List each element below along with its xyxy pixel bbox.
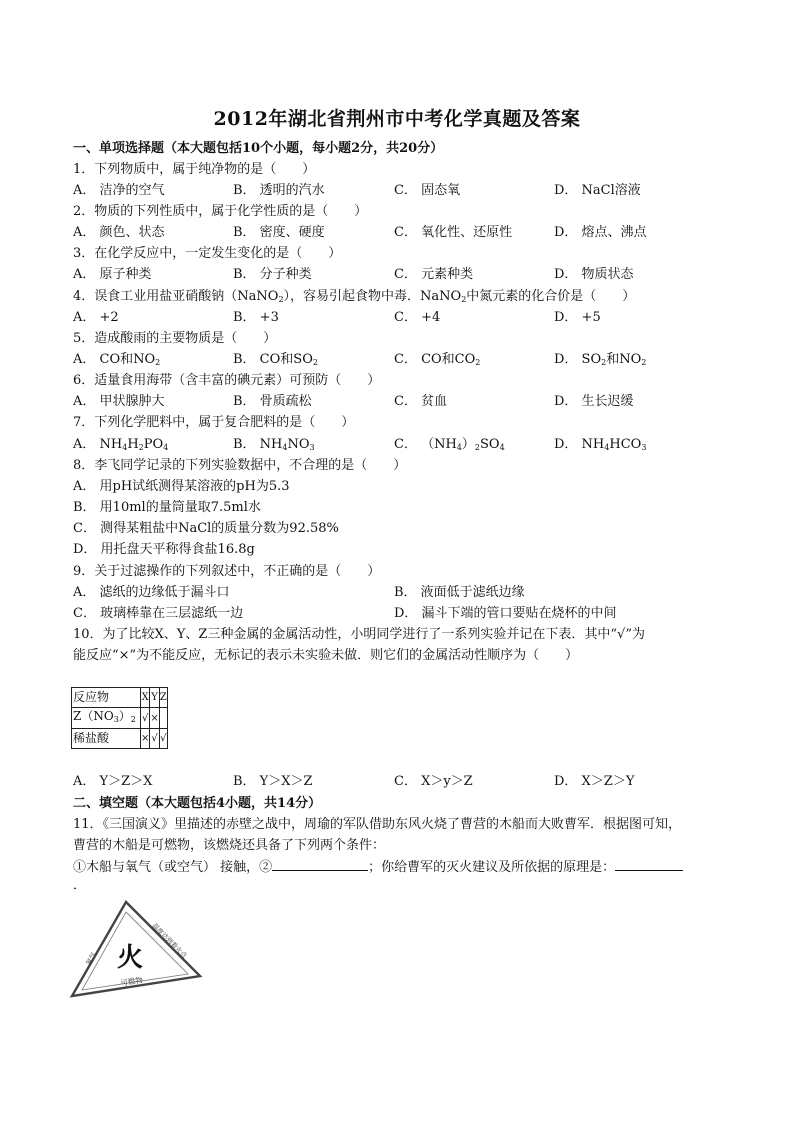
q4-option-d: D． +5 (554, 310, 601, 325)
q9-option-d: D． 漏斗下端的管口要贴在烧杯的中间 (394, 606, 617, 621)
q6-option-d: D． 生长迟缓 (554, 394, 634, 409)
q7-option-c: C． $(NH_4)_2SO_4$ (394, 437, 505, 452)
question-11-line-1: 11．《三国演义》里描述的赤壁之战中，周瑜的军队借助东风火烧了曹营的木船而大败曹军．根据图可知， (73, 817, 682, 832)
table-cell: √ (150, 729, 159, 749)
q5-option-b: B． CO和$SO_2$ (233, 352, 318, 367)
question-5: 5．造成酸雨的主要物质是（ ） (73, 331, 277, 346)
q5-option-c: C． CO和$CO_2$ (394, 352, 481, 367)
q7-option-d: D． $NH_4HCO_3$ (554, 437, 647, 452)
q6-option-a: A． 甲状腺肿大 (73, 394, 165, 409)
table-row-label: 稀盐酸 (72, 729, 141, 749)
question-11-line-4: ． (73, 878, 87, 893)
reaction-table (71, 687, 168, 749)
q5-option-d: D． $SO_2$和$NO_2$ (554, 352, 647, 367)
answer-blank-1[interactable] (272, 858, 368, 871)
table-cell (159, 708, 167, 729)
table-header-cell: Z (159, 688, 167, 708)
question-7: 7．下列化学肥料中，属于复合肥料的是（ ） (73, 415, 355, 430)
q9-option-a: A． 滤纸的边缘低于漏斗口 (73, 585, 230, 600)
answer-blank-2[interactable] (615, 858, 683, 871)
table-header-cell: 反应物 (72, 688, 141, 708)
q7-option-b: B． $NH_4NO_3$ (233, 437, 315, 452)
q10-option-b: B． Y＞X＞Z (233, 774, 313, 789)
q3-option-d: D． 物质状态 (554, 267, 634, 282)
q6-option-c: C． 贫血 (394, 394, 448, 409)
table-cell: × (141, 729, 150, 749)
q8-option-a: A． 用pH试纸测得某溶液的pH为5.3 (73, 479, 290, 494)
question-2: 2．物质的下列性质中，属于化学性质的是（ ） (73, 204, 368, 219)
question-8: 8．李飞同学记录的下列实验数据中，不合理的是（ ） (73, 458, 407, 473)
q3-option-b: B． 分子种类 (233, 267, 312, 282)
q1-option-a: A． 洁净的空气 (73, 183, 165, 198)
q10-option-c: C． X＞y＞Z (394, 774, 473, 789)
q2-option-a: A． 颜色、状态 (73, 225, 165, 240)
q3-option-c: C． 元素种类 (394, 267, 474, 282)
table-header-row (72, 688, 168, 708)
table-cell: √ (141, 708, 150, 729)
q1-option-c: C． 固态氧 (394, 183, 461, 198)
q1-option-b: B． 透明的汽水 (233, 183, 325, 198)
q2-option-b: B． 密度、硬度 (233, 225, 325, 240)
fire-triangle-figure (68, 898, 204, 1002)
question-6: 6．适量食用海带（含丰富的碘元素）可预防（ ） (73, 373, 381, 388)
q1-option-d: D． NaCl溶液 (554, 183, 641, 198)
q2-option-d: D． 熔点、沸点 (554, 225, 647, 240)
table-row-label: $Z(NO_3)_2$ (72, 708, 141, 729)
question-10-line-1: 10．为了比较X、Y、Z三种金属的金属活动性，小明同学进行了一系列实验并记在下表．其中“√”为 (73, 627, 645, 642)
q3-option-a: A． 原子种类 (73, 267, 152, 282)
q10-option-d: D． X＞Z＞Y (554, 774, 635, 789)
ignition-temperature-label: 温度达到着火点 (150, 921, 189, 960)
q8-option-c: C． 测得某粗盐中NaCl的质量分数为92.58% (73, 521, 339, 536)
q10-option-a: A． Y＞Z＞X (73, 774, 153, 789)
question-4: 4．误食工业用盐亚硝酸钠（NaNO$_2$），容易引起食物中毒．NaNO$_2$中氮元素的化合价是（ ） (73, 289, 636, 304)
question-1: 1．下列物质中，属于纯净物的是（ ） (73, 162, 316, 177)
page-title: 2012年湖北省荆州市中考化学真题及答案 (213, 108, 581, 130)
q9-option-c: C． 玻璃棒靠在三层滤纸一边 (73, 606, 244, 621)
q4-option-b: B． +3 (233, 310, 279, 325)
question-11-line-2: 曹营的木船是可燃物，该燃烧还具备了下列两个条件： (73, 838, 386, 853)
q4-option-c: C． +4 (394, 310, 441, 325)
oxygen-label: 氧气 (84, 950, 99, 967)
q5-option-a: A． CO和$NO_2$ (73, 352, 161, 367)
question-10-line-2: 能反应“×”为不能反应，无标记的表示未实验未做．则它们的金属活动性顺序为（ ） (73, 648, 579, 663)
q6-option-b: B． 骨质疏松 (233, 394, 312, 409)
q2-option-c: C． 氧化性、还原性 (394, 225, 513, 240)
question-9: 9．关于过滤操作的下列叙述中，不正确的是（ ） (73, 564, 381, 579)
table-cell: √ (159, 729, 167, 749)
table-row (72, 708, 168, 729)
q8-option-d: D． 用托盘天平称得食盐16.8g (73, 542, 255, 557)
table-header-cell: Y (150, 688, 159, 708)
table-row (72, 729, 168, 749)
q7-option-a: A． $NH_4H_2PO_4$ (73, 437, 169, 452)
q8-option-b: B． 用10ml的量筒量取7.5ml水 (73, 500, 261, 515)
q4-option-a: A． +2 (73, 310, 119, 325)
table-header-cell: X (141, 688, 150, 708)
q9-option-b: B． 液面低于滤纸边缘 (394, 585, 525, 600)
table-cell: × (150, 708, 159, 729)
section-2-heading: 二、填空题（本大题包括4小题，共14分） (73, 796, 322, 811)
combustible-label: 可燃物 (119, 975, 144, 988)
question-3: 3．在化学反应中，一定发生变化的是（ ） (73, 246, 342, 261)
fire-label: 火 (116, 943, 144, 973)
section-1-heading: 一、单项选择题（本大题包括10个小题，每小题2分，共20分） (73, 141, 444, 156)
question-11-line-3: ①木船与氧气（或空气） 接触，② ；你给曹军的灭火建议及所依据的原理是： (73, 858, 683, 877)
